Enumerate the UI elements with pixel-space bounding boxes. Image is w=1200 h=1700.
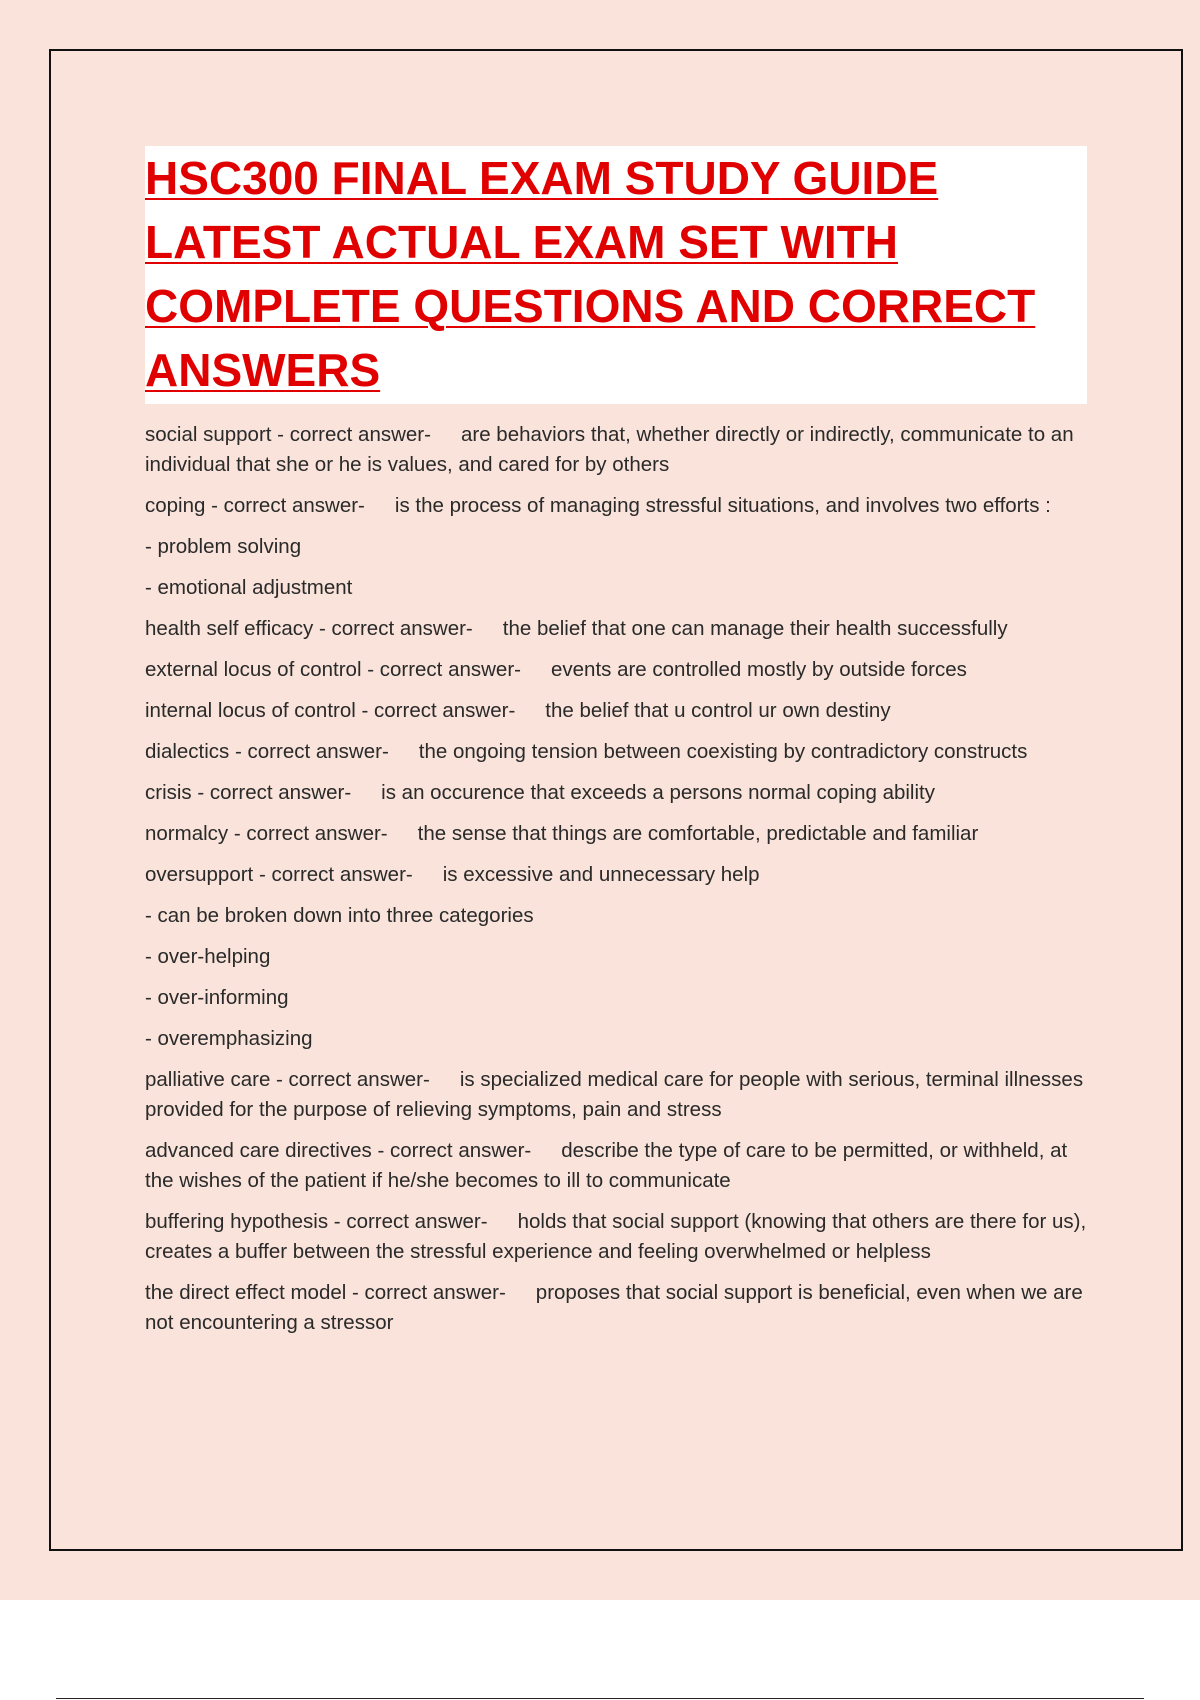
- document-title: HSC300 FINAL EXAM STUDY GUIDE LATEST ACTUAL EXAM SET WITH COMPLETE QUESTIONS AND CORRECT ANSWERS: [145, 152, 1036, 396]
- entry-definition: the belief that one can manage their health successfully: [502, 617, 1008, 640]
- study-entry: [145, 532, 1090, 562]
- study-entry: [145, 420, 1090, 480]
- entry-definition: proposes that social support is beneficial, even when we are not encountering a stressor: [145, 1281, 1083, 1334]
- entry-term: oversupport - correct answer-: [145, 863, 413, 886]
- study-entry: [145, 1065, 1090, 1125]
- entry-term: dialectics - correct answer-: [145, 740, 389, 763]
- entry-term: normalcy - correct answer-: [145, 822, 388, 845]
- entry-term: advanced care directives - correct answer-: [145, 1139, 532, 1162]
- entry-definition: the belief that u control ur own destiny: [545, 699, 891, 722]
- entry-definition: events are controlled mostly by outside forces: [550, 658, 967, 681]
- entry-term: - emotional adjustment: [145, 576, 353, 599]
- study-entry: [145, 1024, 1090, 1054]
- study-entry: [145, 1278, 1090, 1338]
- entry-definition: is specialized medical care for people with serious, terminal illnesses provided for the purpose of relieving symptoms, pain and stress: [145, 1068, 1084, 1121]
- entry-term: internal locus of control - correct answer-: [145, 699, 516, 722]
- footer-divider: [56, 1698, 1144, 1699]
- entry-term: - over-helping: [145, 945, 271, 968]
- study-entry: [145, 942, 1090, 972]
- study-entry: [145, 860, 1090, 890]
- study-entry: [145, 983, 1090, 1013]
- study-entry: [145, 655, 1090, 685]
- entry-term: coping - correct answer-: [145, 494, 365, 517]
- entry-term: social support - correct answer-: [145, 423, 431, 446]
- study-entry: [145, 696, 1090, 726]
- study-entry: [145, 573, 1090, 603]
- title-box: [145, 146, 1087, 404]
- entry-term: palliative care - correct answer-: [145, 1068, 430, 1091]
- study-entry: [145, 1207, 1090, 1267]
- entry-term: buffering hypothesis - correct answer-: [145, 1210, 488, 1233]
- entry-definition: the ongoing tension between coexisting by contradictory constructs: [418, 740, 1028, 763]
- study-entry: [145, 901, 1090, 931]
- entry-term: - problem solving: [145, 535, 302, 558]
- study-entry: [145, 1136, 1090, 1196]
- entry-list: [145, 420, 1090, 1338]
- study-entry: [145, 737, 1090, 767]
- entry-definition: the sense that things are comfortable, predictable and familiar: [417, 822, 979, 845]
- entry-term: health self efficacy - correct answer-: [145, 617, 473, 640]
- study-entry: [145, 819, 1090, 849]
- entry-term: external locus of control - correct answer-: [145, 658, 521, 681]
- entry-term: - over-informing: [145, 986, 289, 1009]
- entry-definition: is the process of managing stressful situations, and involves two efforts :: [394, 494, 1051, 517]
- entry-term: the direct effect model - correct answer-: [145, 1281, 506, 1304]
- entry-definition: is an occurence that exceeds a persons normal coping ability: [381, 781, 935, 804]
- entry-definition: are behaviors that, whether directly or indirectly, communicate to an individual that she or he is values, and cared for by others: [145, 423, 1074, 476]
- entry-definition: is excessive and unnecessary help: [442, 863, 760, 886]
- study-entry: [145, 778, 1090, 808]
- document-content: [145, 146, 1090, 1349]
- study-entry: [145, 614, 1090, 644]
- entry-definition: holds that social support (knowing that others are there for us), creates a buffer between the stressful experience and feeling overwhelmed or helpless: [145, 1210, 1087, 1263]
- entry-term: - can be broken down into three categories: [145, 904, 534, 927]
- entry-term: - overemphasizing: [145, 1027, 313, 1050]
- entry-definition: describe the type of care to be permitted, or withheld, at the wishes of the patient if he/she becomes to ill to communicate: [145, 1139, 1068, 1192]
- entry-term: crisis - correct answer-: [145, 781, 352, 804]
- study-entry: [145, 491, 1090, 521]
